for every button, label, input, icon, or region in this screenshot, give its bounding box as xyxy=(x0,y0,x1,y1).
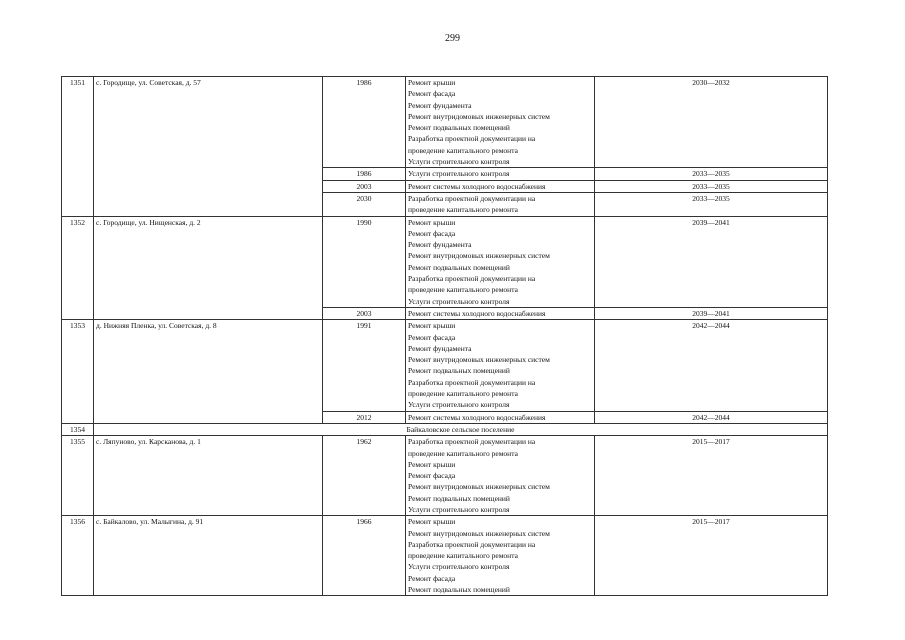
work-item: Ремонт крыши xyxy=(408,459,456,469)
work-item: Ремонт системы холодного водоснабжения xyxy=(408,181,546,191)
work-item: Услуги строительного контроля xyxy=(408,504,510,514)
work-item: проведение капитального ремонта xyxy=(408,145,518,155)
work-item: Разработка проектной документации на xyxy=(408,274,536,284)
row-number-cell: 1354 xyxy=(62,423,94,435)
work-item: Ремонт фасада xyxy=(408,332,456,342)
term-cell: 2015—2017 xyxy=(595,436,828,516)
work-item: проведение капитального ремонта xyxy=(408,205,518,215)
work-item: Услуги строительного контроля xyxy=(408,562,510,572)
address-cell: с. Городище, ул. Советская, д. 57 xyxy=(94,77,323,217)
work-item: Разработка проектной документации на xyxy=(408,377,536,387)
year-cell: 1991 xyxy=(323,320,406,411)
works-cell xyxy=(406,192,595,216)
address-cell: с. Байкалово, ул. Малыгина, д. 91 xyxy=(94,516,323,596)
work-item: Ремонт фундамента xyxy=(408,240,472,250)
works-cell xyxy=(406,307,595,319)
work-item: Ремонт подвальных помещений xyxy=(408,585,510,595)
table-row xyxy=(62,320,828,411)
works-cell xyxy=(406,168,595,180)
year-cell: 1962 xyxy=(323,436,406,516)
work-item: проведение капитального ремонта xyxy=(408,448,518,458)
term-cell: 2042—2044 xyxy=(595,411,828,423)
work-item: Ремонт крыши xyxy=(408,517,456,527)
works-cell xyxy=(406,411,595,423)
row-number-cell: 1355 xyxy=(62,436,94,516)
term-cell: 2042—2044 xyxy=(595,320,828,411)
table-row xyxy=(62,516,828,596)
year-cell: 1986 xyxy=(323,168,406,180)
table-row xyxy=(62,216,828,307)
row-number-cell: 1351 xyxy=(62,77,94,217)
works-cell xyxy=(406,516,595,596)
row-number-cell: 1356 xyxy=(62,516,94,596)
work-item: Ремонт внутридомовых инженерных систем xyxy=(408,251,550,261)
address-cell: с. Городище, ул. Нищенская, д. 2 xyxy=(94,216,323,320)
work-item: Ремонт внутридомовых инженерных систем xyxy=(408,528,550,538)
address-cell: с. Ляпуново, ул. Карсканова, д. 1 xyxy=(94,436,323,516)
year-cell: 1966 xyxy=(323,516,406,596)
row-number-cell: 1353 xyxy=(62,320,94,424)
year-cell: 2012 xyxy=(323,411,406,423)
term-cell: 2015—2017 xyxy=(595,516,828,596)
work-item: Ремонт фасада xyxy=(408,471,456,481)
work-item: Ремонт внутридомовых инженерных систем xyxy=(408,355,550,365)
capital-repair-table xyxy=(61,76,828,596)
term-cell: 2033—2035 xyxy=(595,168,828,180)
work-item: Ремонт подвальных помещений xyxy=(408,493,510,503)
work-item: Ремонт внутридомовых инженерных систем xyxy=(408,482,550,492)
work-item: Ремонт крыши xyxy=(408,217,456,227)
works-cell xyxy=(406,320,595,411)
row-number-cell: 1352 xyxy=(62,216,94,320)
work-item: Разработка проектной документации на xyxy=(408,193,536,203)
works-cell xyxy=(406,77,595,168)
work-item: проведение капитального ремонта xyxy=(408,285,518,295)
work-item: Ремонт системы холодного водоснабжения xyxy=(408,308,546,318)
work-item: проведение капитального ремонта xyxy=(408,389,518,399)
work-item: Разработка проектной документации на xyxy=(408,539,536,549)
table-row xyxy=(62,423,828,435)
year-cell: 2003 xyxy=(323,307,406,319)
works-cell xyxy=(406,216,595,307)
work-item: Разработка проектной документации на xyxy=(408,134,536,144)
settlement-group-heading: Байкаловское сельское поселение xyxy=(94,423,828,435)
year-cell: 1986 xyxy=(323,77,406,168)
work-item: Разработка проектной документации на xyxy=(408,437,536,447)
table-row xyxy=(62,77,828,168)
work-item: Ремонт подвальных помещений xyxy=(408,262,510,272)
works-cell xyxy=(406,180,595,192)
term-cell: 2033—2035 xyxy=(595,192,828,216)
term-cell: 2039—2041 xyxy=(595,216,828,307)
work-item: Ремонт фасада xyxy=(408,573,456,583)
work-item: Ремонт подвальных помещений xyxy=(408,366,510,376)
address-cell: д. Нижняя Пленка, ул. Советская, д. 8 xyxy=(94,320,323,424)
work-item: Ремонт фундамента xyxy=(408,100,472,110)
work-item: Ремонт подвальных помещений xyxy=(408,123,510,133)
page-number: 299 xyxy=(445,33,460,44)
term-cell: 2030—2032 xyxy=(595,77,828,168)
work-item: Ремонт крыши xyxy=(408,78,456,87)
table-body xyxy=(62,77,828,596)
term-cell: 2039—2041 xyxy=(595,307,828,319)
work-item: Услуги строительного контроля xyxy=(408,169,510,179)
work-item: Ремонт фундамента xyxy=(408,343,472,353)
work-item: Услуги строительного контроля xyxy=(408,400,510,410)
year-cell: 2030 xyxy=(323,192,406,216)
table-row xyxy=(62,436,828,516)
year-cell: 1990 xyxy=(323,216,406,307)
work-item: Услуги строительного контроля xyxy=(408,296,510,306)
work-item: проведение капитального ремонта xyxy=(408,551,518,561)
work-item: Ремонт крыши xyxy=(408,321,456,331)
work-item: Ремонт внутридомовых инженерных систем xyxy=(408,111,550,121)
work-item: Ремонт фасада xyxy=(408,89,456,99)
work-item: Ремонт фасада xyxy=(408,228,456,238)
work-item: Ремонт системы холодного водоснабжения xyxy=(408,412,546,422)
work-item: Услуги строительного контроля xyxy=(408,157,510,167)
works-cell xyxy=(406,436,595,516)
year-cell: 2003 xyxy=(323,180,406,192)
term-cell: 2033—2035 xyxy=(595,180,828,192)
